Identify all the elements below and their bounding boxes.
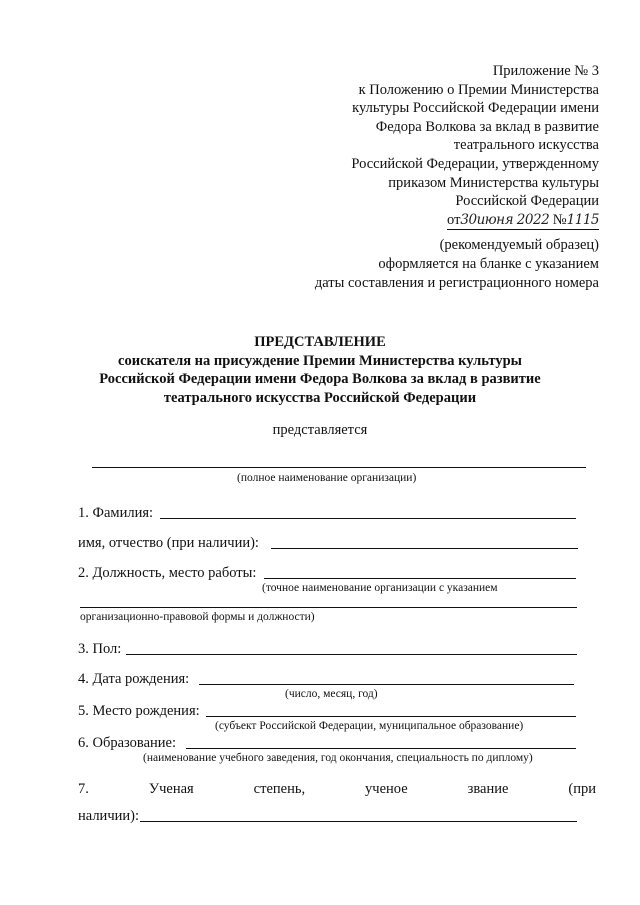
sample-note-line: оформляется на бланке с указанием [378, 256, 599, 272]
gender-line[interactable] [126, 654, 577, 655]
birth-place-line[interactable] [206, 716, 576, 717]
name-patronymic-line[interactable] [271, 548, 578, 549]
organization-name-line[interactable] [92, 467, 586, 468]
title-line: Российской Федерации имени Федора Волкова за вклад в развитие [99, 371, 541, 387]
organization-caption: (полное наименование организации) [237, 472, 417, 484]
appendix-line: культуры Российской Федерации имени [352, 100, 599, 117]
appendix-line: Российской Федерации, утвержденному [351, 155, 599, 172]
degree-line[interactable] [140, 821, 577, 822]
degree-word: ученое [365, 781, 408, 797]
degree-cont-label: наличии): [78, 808, 139, 824]
surname-line[interactable] [160, 518, 576, 519]
appendix-block [351, 62, 599, 230]
title-line: театрального искусства Российской Федерации [163, 389, 477, 406]
birth-place-caption: (субъект Российской Федерации, муниципальное образование) [215, 720, 524, 732]
birth-date-caption: (число, месяц, год) [285, 688, 378, 700]
birth-date-label: 4. Дата рождения: [78, 671, 190, 687]
presented-label: представляется [272, 422, 368, 438]
order-prefix: от [447, 211, 461, 228]
title-line: соискателя на присуждение Премии Министерства культуры [118, 352, 522, 369]
name-patronymic-label: имя, отчество (при наличии): [78, 535, 259, 551]
order-number-handwritten: 1115 [566, 211, 599, 228]
sample-note-line: даты составления и регистрационного номера [314, 275, 599, 291]
birth-place-label: 5. Место рождения: [78, 703, 200, 719]
position-caption: (точное наименование организации с указанием [262, 582, 498, 594]
order-date-handwritten: 30июня 2022 [460, 211, 550, 228]
position-label: 2. Должность, место работы: [78, 565, 257, 581]
degree-word: 7. [78, 781, 89, 797]
position-caption-2: организационно-правовой формы и должности) [80, 611, 315, 623]
gender-label: 3. Пол: [78, 641, 122, 657]
education-caption: (наименование учебного заведения, год окончания, специальность по диплому) [143, 752, 533, 764]
degree-word: звание [467, 781, 509, 797]
order-reference [351, 211, 599, 231]
sample-note [315, 236, 599, 293]
position-line-2[interactable] [80, 607, 577, 608]
order-number-label: № [552, 211, 567, 228]
degree-word: Ученая [148, 781, 194, 797]
sample-note-line: (рекомендуемый образец) [439, 237, 599, 253]
surname-label: 1. Фамилия: [78, 505, 154, 521]
appendix-line: Приложение № 3 [492, 63, 599, 79]
degree-label-row [78, 781, 596, 798]
document-title [0, 333, 640, 407]
appendix-line: Российской Федерации [455, 193, 599, 210]
education-line[interactable] [186, 748, 576, 749]
title-heading: ПРЕДСТАВЛЕНИЕ [254, 334, 386, 350]
degree-word: (при [568, 781, 596, 797]
degree-word: степень, [253, 781, 306, 797]
appendix-line: театрального искусства [453, 137, 599, 154]
position-line[interactable] [264, 578, 576, 579]
birth-date-line[interactable] [199, 684, 574, 685]
appendix-line: приказом Министерства культуры [388, 174, 599, 191]
education-label: 6. Образование: [78, 735, 177, 751]
appendix-line: Федора Волкова за вклад в развитие [375, 118, 599, 135]
appendix-line: к Положению о Премии Министерства [358, 81, 599, 98]
